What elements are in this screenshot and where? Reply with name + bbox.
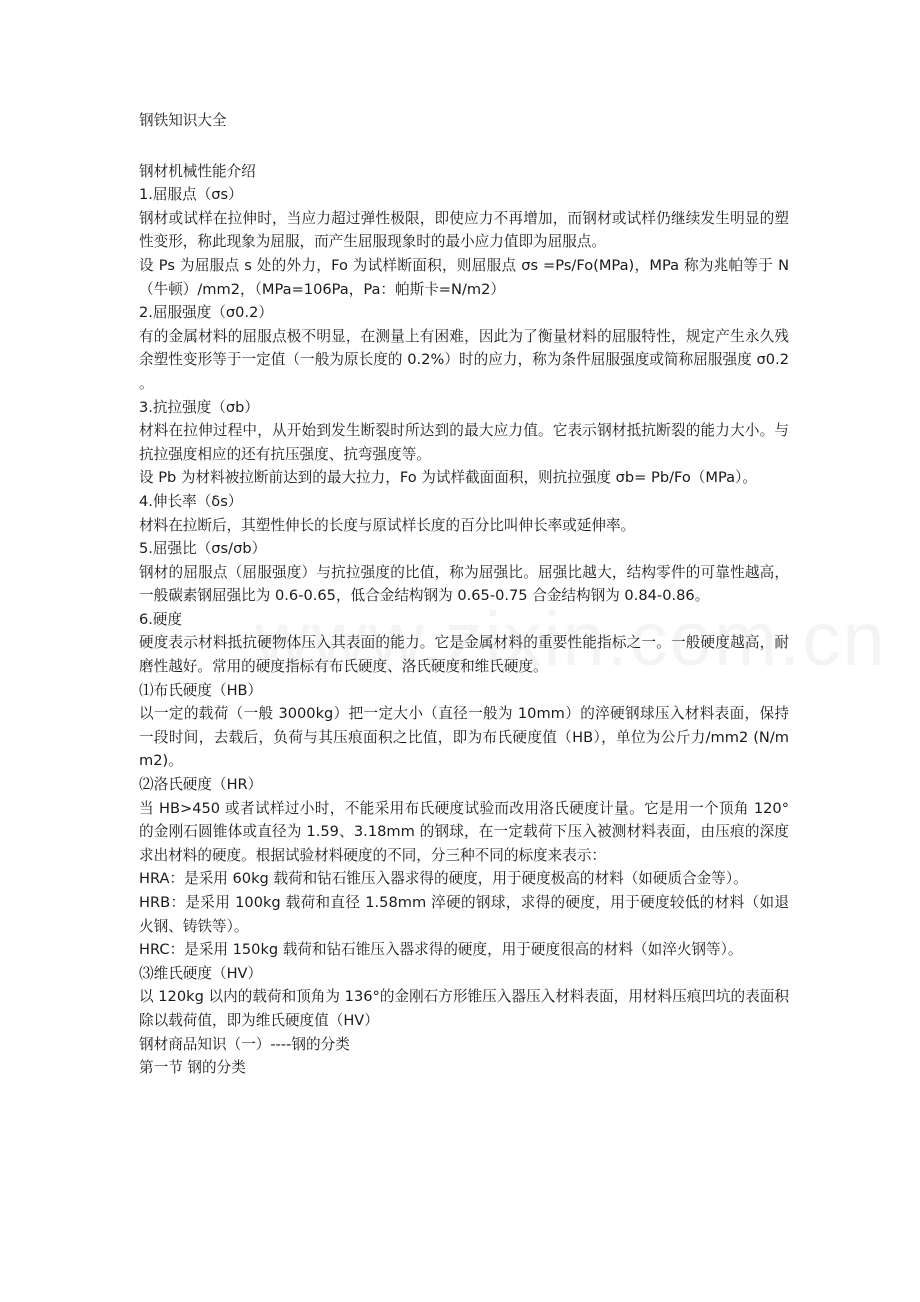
paragraph: 材料在拉断后，其塑性伸长的长度与原试样长度的百分比叫伸长率或延伸率。 [139, 516, 636, 534]
paragraph: HRB：是采用 100kg 载荷和直径 1.58mm 淬硬的钢球，求得的硬度，用于硬度较低的材料（如退火钢、铸铁等）。 [139, 894, 789, 935]
section-heading: 钢材机械性能介绍 [139, 162, 256, 180]
paragraph: 设 Pb 为材料被拉断前达到的最大拉力，Fo 为试样截面面积，则抗拉强度 σb= Pb/Fo（MPa）。 [139, 469, 757, 487]
paragraph: HRC：是采用 150kg 载荷和钻石锥压入器求得的硬度，用于硬度很高的材料（如淬火钢等）。 [139, 941, 743, 959]
paragraph: 钢材或试样在拉伸时，当应力超过弹性极限，即使应力不再增加，而钢材或试样仍继续发生明显的塑性变形，称此现象为屈服，而产生屈服现象时的最小应力值即为屈服点。 [139, 209, 789, 251]
paragraph: 有的金属材料的屈服点极不明显，在测量上有困难，因此为了衡量材料的屈服特性，规定产生永久残余塑性变形等于一定值（一般为原长度的 0.2%）时的应力，称为条件屈服强度或简称屈服强度 σ0.2 。 [139, 327, 789, 392]
subheading: 3.抗拉强度（σb） [139, 398, 259, 416]
paragraph: 材料在拉伸过程中，从开始到发生断裂时所达到的最大应力值。它表示钢材抵抗断裂的能力大小。与抗拉强度相应的还有抗压强度、抗弯强度等。 [139, 422, 789, 463]
document-body [139, 109, 789, 1080]
paragraph: HRA：是采用 60kg 载荷和钻石锥压入器求得的硬度，用于硬度极高的材料（如硬质合金等）。 [139, 870, 748, 888]
subheading: 6.硬度 [139, 610, 183, 628]
paragraph: 设 Ps 为屈服点 s 处的外力，Fo 为试样断面积，则屈服点 σs =Ps/Fo(MPa)，MPa 称为兆帕等于 N（牛顿）/mm2，（MPa=106Pa，Pa：帕斯卡=N/m2） [139, 256, 789, 298]
subheading: ⑵洛氏硬度（HR） [139, 776, 263, 794]
subheading: 1.屈服点（σs） [139, 186, 243, 204]
section-heading: 钢材商品知识（一）----钢的分类 [139, 1035, 350, 1053]
subheading: 4.伸长率（δs） [139, 492, 243, 510]
subheading: ⑶维氏硬度（HV） [139, 964, 263, 982]
document-title: 钢铁知识大全 [139, 112, 227, 129]
subheading: 5.屈强比（σs/σb） [139, 540, 267, 558]
paragraph: 当 HB>450 或者试样过小时，不能采用布氏硬度试验而改用洛氏硬度计量。它是用一个顶角 120°的金刚石圆锥体或直径为 1.59、3.18mm 的钢球，在一定载荷下压入被测材料表面，由压痕的深度求出材料的硬度。根据试验材料硬度的不同，分三种不同的标度来表示： [139, 799, 789, 864]
subheading: ⑴布氏硬度（HB） [139, 681, 263, 699]
section-heading: 第一节 钢的分类 [139, 1059, 246, 1077]
paragraph: 钢材的屈服点（屈服强度）与抗拉强度的比值，称为屈强比。屈强比越大，结构零件的可靠性越高，一般碳素钢屈强比为 0.6-0.65，低合金结构钢为 0.65-0.75 合金结构钢为 0.84-0.86。 [139, 563, 789, 605]
subheading: 2.屈服强度（σ0.2） [139, 304, 273, 322]
paragraph: 以 120kg 以内的载荷和顶角为 136°的金刚石方形锥压入器压入材料表面，用材料压痕凹坑的表面积除以载荷值，即为维氏硬度值（HV） [139, 988, 789, 1029]
paragraph: 以一定的载荷（一般 3000kg）把一定大小（直径一般为 10mm）的淬硬钢球压入材料表面，保持一段时间，去载后，负荷与其压痕面积之比值，即为布氏硬度值（HB），单位为公斤力/mm2 (N/mm2)。 [139, 705, 789, 770]
paragraph: 硬度表示材料抵抗硬物体压入其表面的能力。它是金属材料的重要性能指标之一。一般硬度越高，耐磨性越好。常用的硬度指标有布氏硬度、洛氏硬度和维氏硬度。 [139, 634, 789, 676]
